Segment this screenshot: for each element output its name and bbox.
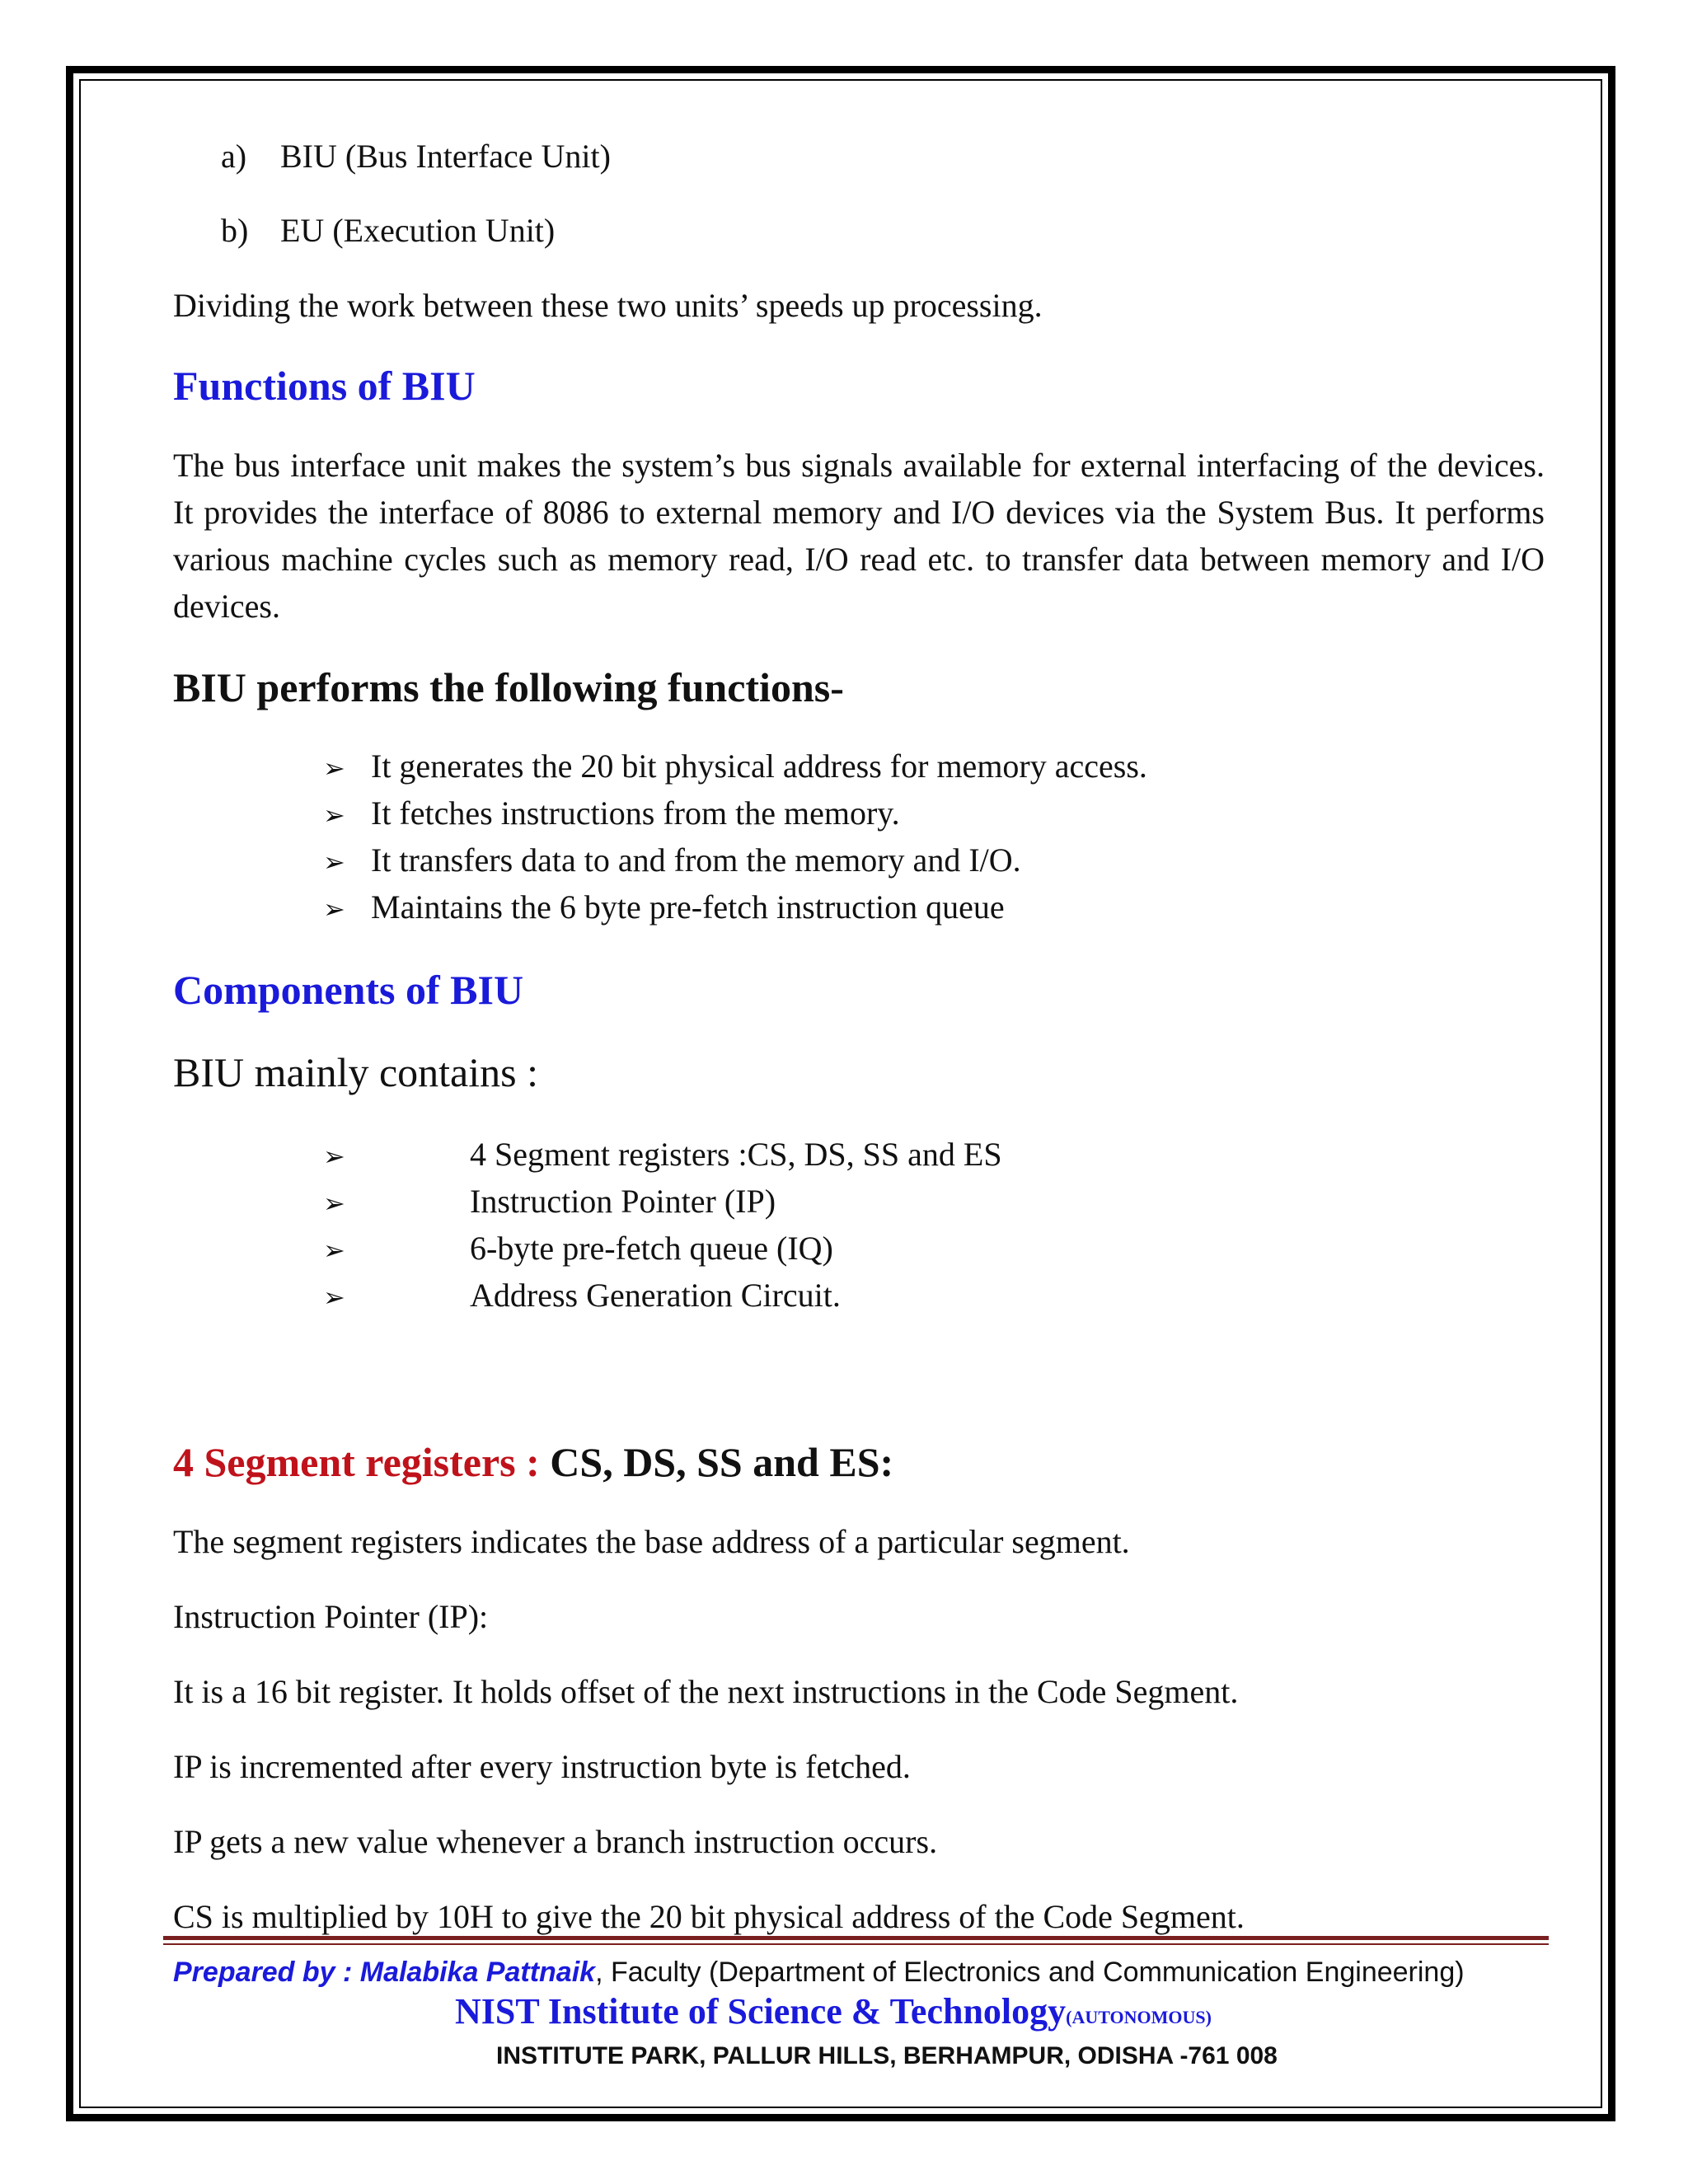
arrow-bullet-icon: ➢ (323, 1188, 345, 1219)
arrow-bullet-icon: ➢ (323, 752, 345, 784)
list-item (323, 888, 1005, 926)
functions-paragraph: The bus interface unit makes the system’s bus signals available for external interfacing of the devices. It provides the interface of 8086 to external memory and I/O devices via the System Bus. It performs various machine cycles such as memory read, I/O read etc. to transfer data between memory and I/O devices. (173, 447, 1545, 625)
bullet-text: It generates the 20 bit physical address for memory access. (371, 748, 1147, 785)
prepared-by-rest: , Faculty (Department of Electronics and Communication Engineering) (595, 1957, 1465, 1988)
arrow-bullet-icon: ➢ (323, 846, 345, 878)
footer-rule (163, 1936, 1549, 1940)
functions-heading: Functions of BIU (173, 363, 476, 409)
list-item (323, 1276, 841, 1315)
segment-line: CS is multiplied by 10H to give the 20 bit physical address of the Code Segment. (173, 1898, 1245, 1935)
arrow-bullet-icon: ➢ (323, 893, 345, 925)
segment-line: IP is incremented after every instruction byte is fetched. (173, 1748, 911, 1785)
list-item (323, 841, 1021, 879)
list-text: BIU (Bus Interface Unit) (280, 138, 611, 175)
list-item-biu (221, 137, 611, 176)
list-marker: a) (221, 138, 247, 175)
segment-heading-red: 4 Segment registers : (173, 1439, 540, 1485)
bullet-text: It fetches instructions from the memory. (371, 794, 900, 832)
component-text: Instruction Pointer (IP) (470, 1183, 776, 1220)
segment-line: The segment registers indicates the base address of a particular segment. (173, 1523, 1130, 1560)
intro-text: Dividing the work between these two units’ speeds up processing. (173, 287, 1043, 324)
segment-registers-heading (173, 1438, 893, 1486)
segment-heading-black: CS, DS, SS and ES: (550, 1439, 894, 1485)
list-text: EU (Execution Unit) (280, 212, 556, 249)
segment-line: IP gets a new value whenever a branch instruction occurs. (173, 1823, 938, 1860)
bullet-text: Maintains the 6 byte pre-fetch instruction queue (371, 888, 1005, 926)
biu-contains-text: BIU mainly contains : (173, 1049, 538, 1095)
footer-address: INSTITUTE PARK, PALLUR HILLS, BERHAMPUR, ODISHA -761 008 (496, 2042, 1278, 2069)
arrow-bullet-icon: ➢ (323, 799, 345, 831)
footer-rule-thin (163, 1943, 1549, 1945)
biu-functions-heading: BIU performs the following functions- (173, 664, 844, 710)
list-item (323, 1135, 1002, 1174)
footer-prepared-by (173, 1957, 1465, 1989)
list-item (323, 747, 1147, 785)
arrow-bullet-icon: ➢ (323, 1282, 345, 1313)
institute-autonomous: (AUTONOMOUS) (1066, 2007, 1212, 2027)
list-item-eu (221, 211, 556, 250)
segment-line: It is a 16 bit register. It holds offset of the next instructions in the Code Segment. (173, 1673, 1239, 1710)
arrow-bullet-icon: ➢ (323, 1235, 345, 1266)
component-text: 4 Segment registers :CS, DS, SS and ES (470, 1136, 1002, 1173)
arrow-bullet-icon: ➢ (323, 1141, 345, 1172)
list-marker: b) (221, 212, 249, 249)
list-item (323, 794, 900, 832)
footer-institute (455, 1990, 1212, 2032)
components-heading: Components of BIU (173, 967, 524, 1013)
list-item (323, 1182, 776, 1221)
bullet-text: It transfers data to and from the memory and I/O. (371, 841, 1021, 879)
component-text: 6-byte pre-fetch queue (IQ) (470, 1230, 833, 1267)
list-item (323, 1229, 833, 1268)
prepared-by-label: Prepared by : Malabika Pattnaik (173, 1957, 596, 1988)
segment-line: Instruction Pointer (IP): (173, 1598, 489, 1635)
institute-name: NIST Institute of Science & Technology (455, 1991, 1067, 2032)
component-text: Address Generation Circuit. (470, 1277, 841, 1314)
